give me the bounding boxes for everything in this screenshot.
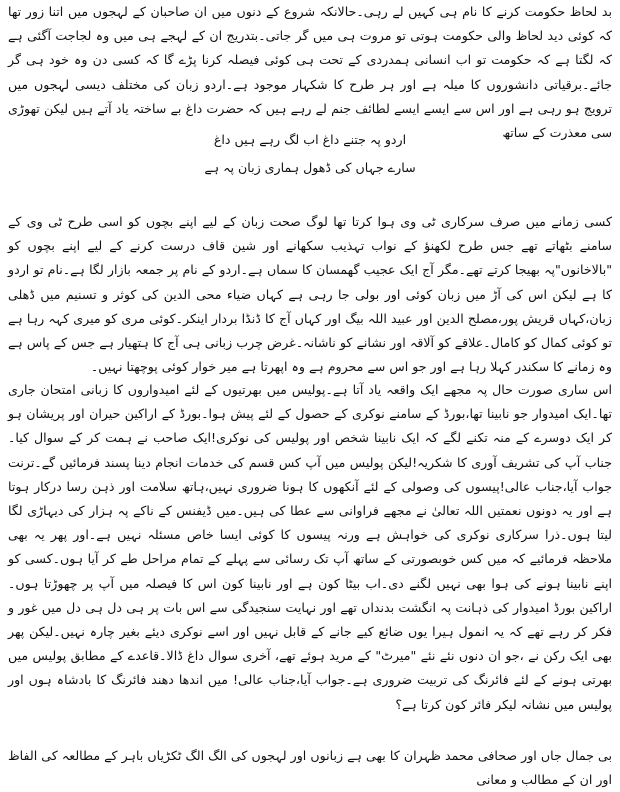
paragraph-tv-language: کسی زمانے میں صرف سرکاری ٹی وی ہوا کرتا تھا لوگ صحت زبان کے لیے اپنے بچوں کو اسی طرح ٹی وی کے سامنے بٹھاتے تھے جس طرح لکھنؤ کے نواب تہذیب سکھانے اور شین قاف درست کرنے کے لیے اپنے بچوں کو "بالاخانوں"پہ بھیجا کرتے تھے۔مگر آج ایک عجیب گھمسان کا سماں ہے۔اردو کے نام پر جمعہ بازار لگا ہے۔نام تو اردو کا ہے لیکن اس کی آڑ میں زبان کوئی اور بولی جا رہی ہے کہاں ضیاء محی الدین کی کوثر و تسنیم میں ڈھلی زبان،کہاں قریش پور،مصلح الدین اور عبید اللہ بیگ اور کہاں آج کا ڈنڈا بردار اینکر۔کوئی مری کو میری کہہ رہا ہے تو کوئی کمال کو کامال۔علاقے کو آلاقہ اور نشانے کو ناشانہ۔غرض چرب زبانی ہی آج کا ہتھیار ہے جس کے پاس ہے وہ زمانے کا سکندر کہلا رہا ہے اور جو اس سے محروم ہے وہ اپھرتا ہے میر خوار کوئی پوچھتا نہیں۔ xyxy=(8,214,612,375)
paragraph-intro: بد لحاظ حکومت کرنے کا نام ہی کہیں لے رہی۔حالانکہ شروع کے دنوں میں ان صاحبان کے لہجوں میں اتنا زور تھا کہ کوئی دید لحاظ والی حکومت ہوتی تو مروت ہی میں گر جاتی۔بتدریج ان کے لہجے ہی میں وہ لجاجت آگئی ہے کہ لگتا ہے کہ حکومت تو اب انسانی ہمدردی کے تحت ہی کوئی فیصلہ کرنا پڑے گا کہ کسی دن وہ خود ہی گر جائے۔برقیاتی دانشوروں کا میلہ ہے اور ہر طرح کا شکہار موجود ہے۔اردو زبان کی مختلف دیسی لہجوں میں ترویج ہو رہی ہے اور اس سے ایسے ایسے لطائف جنم لے رہے ہیں کہ حضرت داغ بے ساختہ یاد آتے ہیں لیکن تھوڑی سی معذرت کے ساتھ xyxy=(8,4,612,141)
paragraph-police-anecdote: اس ساری صورت حال پہ مجھے ایک واقعہ یاد آتا ہے۔پولیس میں بھرتیوں کے لئے امیدواروں کا زبانی امتحان جاری تھا۔ایک امیدوار جو نابینا تھا،بورڈ کے سامنے نوکری کے حصول کے لئے پیش ہوا۔بورڈ کے اراکین حیران اور پریشان ہو کر ایک دوسرے کے منہ تکنے لگے کہ ایک نابینا شخص اور پولیس کی نوکری!ایک صاحب نے ہمت کر کے سوال کیا۔جناب آپ کی تشریف آوری کا شکریہ!لیکن پولیس میں آپ کس قسم کی خدمات انجام دینا پسند فرمائیں گے۔ترنت جواب آیا،جناب عالی!پیسوں کی وصولی کے لئے آنکھوں کا ہونا ضروری نہیں،ہاتھ سلامت اور ذہن رسا درکار ہوتا ہے اور یہ دونوں نعمتیں اللہ تعالیٰ نے مجھے فراوانی سے عطا کی ہیں۔میں ڈیفنس کے ناکے پہ ہزار کی دیہاڑی لگا لیتا ہوں۔ذرا سرکاری نوکری کی خواہش ہے ورنہ پیسوں کا کوئی ایسا خاص مسئلہ نہیں ہے۔اور پھر یہ بھی ملاحظہ فرمائیے کہ میں کس خوبصورتی کے ساتھ آپ تک رسائی سے پہلے کے تمام مراحل طے کر آیا ہوں۔کسی کو اپنے نابینا ہونے کی ہوا بھی نہیں لگنے دی۔اب بیٹا کون ہے اور نابینا کون اس کا فیصلہ میں آپ پر چھوڑتا ہوں۔اراکین بورڈ امیدوار کی ذہانت پہ انگشت بدنداں تھے اور نہایت سنجیدگی سے اس بات پر ہی دل ہی دل میں غور و فکر کر رہے تھے کہ یہ انمول ہیرا یوں ضائع کیے جانے کے قابل نہیں اور اسے نوکری دیئے بغیر چارہ نہیں۔لیکن پھر بھی ایک رکن نے ،جو ان دنوں نئے نئے "میرٹ" کے مرید ہوئے تھے، آخری سوال داغ ڈالا۔قاعدے کے مطابق پولیس میں بھرتی ہونے کے لئے فائرنگ کی تربیت ضروری ہے۔جواب آیا،جناب عالی! میں اندھا دھند فائرنگ کا بادشاہ ہوں اور پولیس میں نشانہ لیکر فائر کون کرتا ہے؟ xyxy=(8,382,612,712)
verse-line-1: اردو پہ جتنے داغ اب لگ رہے ہیں داغ xyxy=(213,132,407,147)
paragraph-continuation: بی جمال جاں اور صحافی محمد ظہران کا بھی ہے زبانوں اور لہجوں کی الگ الگ ٹکڑیاں باہر کے مطالعہ کی الفاظ اور ان کے مطالب و معانی xyxy=(8,748,612,788)
verse-line-2: سارے جہاں کی ڈھول ہماری زبان پہ ہے xyxy=(204,160,416,175)
